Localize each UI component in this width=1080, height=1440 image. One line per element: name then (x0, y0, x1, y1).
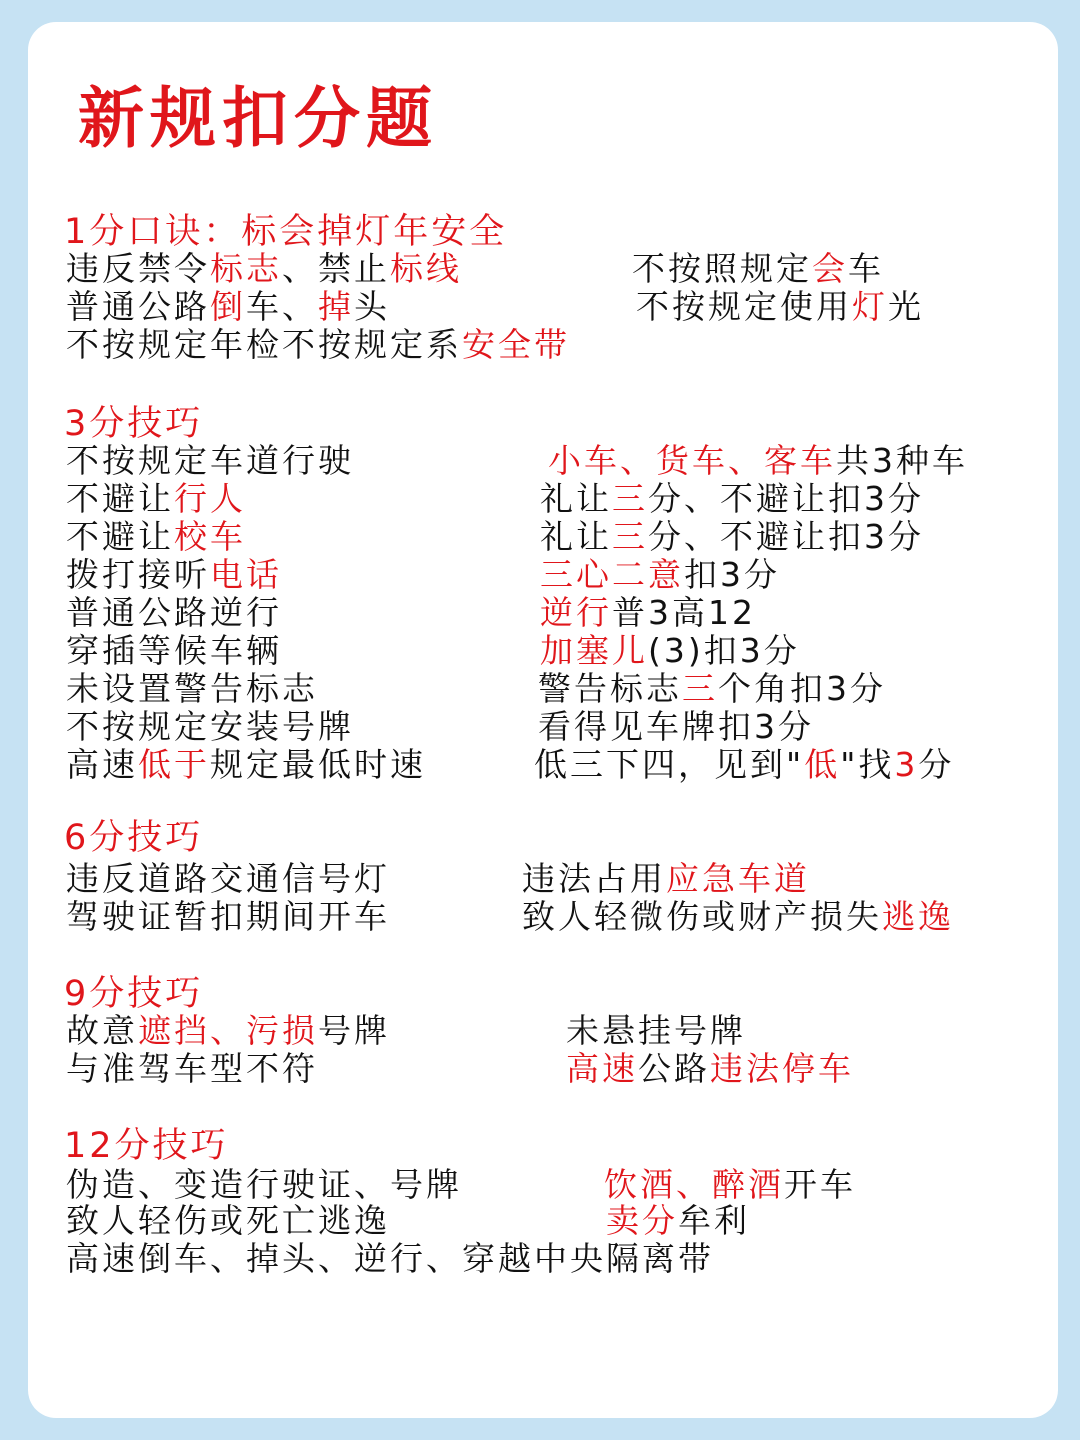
rule-text: 穿插等候车辆 (66, 631, 282, 670)
rule-text: 分 (918, 745, 955, 784)
rule-line (66, 1240, 714, 1278)
highlight-text: 加塞儿 (540, 631, 648, 670)
highlight-text: 逆行 (540, 593, 612, 632)
rule-line (522, 860, 810, 898)
section-heading: 12分技巧 (64, 1126, 229, 1166)
rule-text: 不避让 (66, 517, 174, 556)
highlight-text: 电话 (210, 555, 282, 594)
rule-text: 开车 (784, 1165, 856, 1204)
rule-text: 拨打接听 (66, 555, 210, 594)
rule-line (66, 670, 318, 708)
rule-line (66, 480, 246, 518)
rule-line (66, 442, 354, 480)
rule-text: 低三下四，见到" (534, 745, 805, 784)
rule-text: 警告标志 (538, 669, 682, 708)
rule-text: 不按规定安装号牌 (66, 707, 354, 746)
rule-line (66, 1202, 390, 1240)
rule-line (606, 1202, 750, 1240)
rule-text: 未设置警告标志 (66, 669, 318, 708)
rule-line (540, 556, 780, 594)
rule-text: 看得见车牌扣3分 (538, 707, 814, 746)
rule-text: 车 (848, 249, 884, 288)
rule-line (566, 1012, 746, 1050)
page-title: 新规扣分题 (78, 79, 438, 157)
highlight-text: 灯 (852, 287, 888, 326)
rule-line (66, 1050, 318, 1088)
rule-line (66, 326, 570, 364)
rule-text: "找 (840, 745, 895, 784)
rule-line (66, 898, 390, 936)
rule-text: 伪造、变造行驶证、号牌 (66, 1165, 462, 1204)
highlight-text: 违法停车 (710, 1049, 854, 1088)
rule-line (66, 860, 390, 898)
rule-text: 普通公路逆行 (66, 593, 282, 632)
rule-text: 驾驶证暂扣期间开车 (66, 897, 390, 936)
rule-text: (3)扣3分 (648, 631, 800, 670)
rule-text: 违反禁令 (66, 249, 210, 288)
rule-line (538, 708, 814, 746)
rule-line (538, 670, 886, 708)
highlight-text: 低于 (138, 745, 210, 784)
rule-text: 不按规定年检不按规定系 (66, 325, 462, 364)
rule-text: 不按照规定 (632, 249, 812, 288)
rule-line (540, 518, 924, 556)
rule-text: 违法占用 (522, 859, 666, 898)
section-heading: 6分技巧 (64, 818, 204, 858)
rule-line (604, 1166, 856, 1204)
rule-line (522, 898, 954, 936)
rule-text: 普3高12 (612, 593, 756, 632)
rule-text: 未悬挂号牌 (566, 1011, 746, 1050)
highlight-text: 饮酒、醉酒 (604, 1165, 784, 1204)
rule-line (66, 1012, 390, 1050)
rule-line (66, 594, 282, 632)
rule-text: 号牌 (318, 1011, 390, 1050)
rule-text: 、禁止 (282, 249, 390, 288)
rule-text: 规定最低时速 (210, 745, 426, 784)
rule-text: 不避让 (66, 479, 174, 518)
rule-text: 高速倒车、掉头、逆行、穿越中央隔离带 (66, 1239, 714, 1278)
highlight-text: 行人 (174, 479, 246, 518)
highlight-text: 校车 (174, 517, 246, 556)
rule-text: 与准驾车型不符 (66, 1049, 318, 1088)
rule-line (534, 746, 954, 784)
rule-text: 礼让 (540, 517, 612, 556)
rule-text: 分、不避让扣3分 (648, 479, 924, 518)
rule-line (66, 250, 462, 288)
highlight-text: 低 (804, 745, 841, 784)
rule-text: 不按规定使用 (636, 287, 852, 326)
rule-text: 光 (888, 287, 924, 326)
section-heading: 1分口诀：标会掉灯年安全 (64, 212, 508, 252)
rule-line (540, 594, 756, 632)
highlight-text: 三 (682, 669, 718, 708)
rule-text: 故意 (66, 1011, 138, 1050)
highlight-text: 高速 (566, 1049, 638, 1088)
highlight-text: 三 (612, 479, 648, 518)
highlight-text: 卖分 (606, 1201, 678, 1240)
rule-text: 头 (354, 287, 390, 326)
rule-text: 普通公路 (66, 287, 210, 326)
highlight-text: 遮挡、污损 (138, 1011, 318, 1050)
rule-line (66, 288, 390, 326)
rule-line (548, 442, 968, 480)
rule-text: 致人轻微伤或财产损失 (522, 897, 882, 936)
rule-line (66, 746, 426, 784)
rule-line (66, 556, 282, 594)
rule-line (66, 708, 354, 746)
highlight-text: 三 (612, 517, 648, 556)
section-heading: 9分技巧 (64, 974, 204, 1014)
rule-text: 致人轻伤或死亡逃逸 (66, 1201, 390, 1240)
highlight-text: 会 (812, 249, 848, 288)
highlight-text: 3 (894, 745, 919, 784)
rule-line (566, 1050, 854, 1088)
rule-text: 不按规定车道行驶 (66, 441, 354, 480)
rule-line (632, 250, 884, 288)
rule-text: 礼让 (540, 479, 612, 518)
rule-text: 车、 (246, 287, 318, 326)
rule-line (66, 1166, 462, 1204)
highlight-text: 标志 (210, 249, 282, 288)
highlight-text: 倒 (210, 287, 246, 326)
rule-line (540, 632, 800, 670)
highlight-text: 三心二意 (540, 555, 684, 594)
highlight-text: 安全带 (462, 325, 570, 364)
rule-text: 个角扣3分 (718, 669, 886, 708)
highlight-text: 小车、货车、客车 (548, 441, 836, 480)
highlight-text: 掉 (318, 287, 354, 326)
highlight-text: 标线 (390, 249, 462, 288)
rule-text: 扣3分 (684, 555, 780, 594)
rule-text: 公路 (638, 1049, 710, 1088)
rule-text: 牟利 (678, 1201, 750, 1240)
rule-line (540, 480, 924, 518)
rule-line (66, 632, 282, 670)
rule-text: 高速 (66, 745, 138, 784)
rule-line (636, 288, 924, 326)
rule-line (66, 518, 246, 556)
section-heading: 3分技巧 (64, 404, 204, 444)
highlight-text: 应急车道 (666, 859, 810, 898)
highlight-text: 逃逸 (882, 897, 954, 936)
rule-text: 违反道路交通信号灯 (66, 859, 390, 898)
rule-text: 分、不避让扣3分 (648, 517, 924, 556)
rule-text: 共3种车 (836, 441, 968, 480)
